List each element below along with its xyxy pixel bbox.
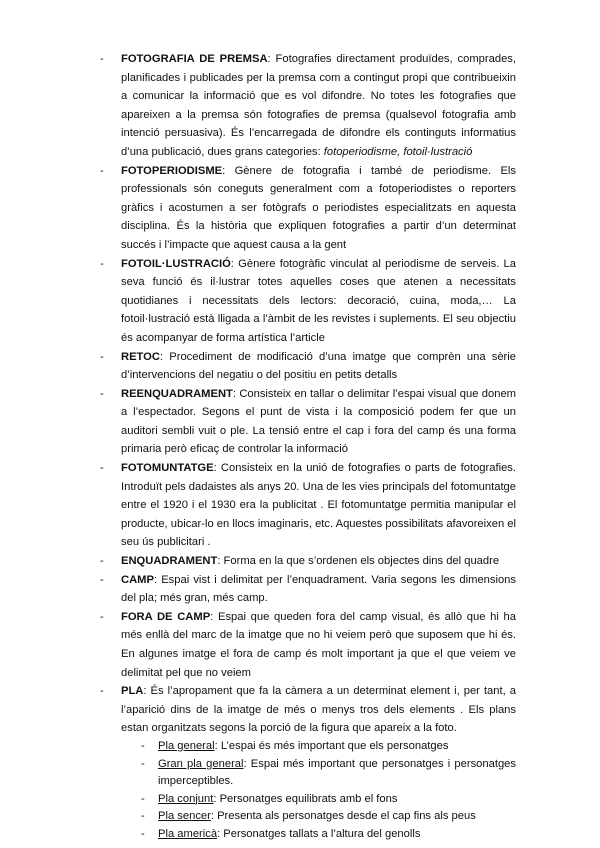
plan-type-item [121, 738, 516, 756]
entry-term: ENQUADRAMENT [121, 555, 218, 568]
glossary-entry-fotografia-de-premsa [96, 50, 516, 162]
glossary-entry-reenquadrament [96, 385, 516, 459]
entry-definition-italic: fotoperiodisme, fotoil·lustració [323, 145, 473, 158]
plan-types-list [121, 738, 516, 844]
glossary-entry-enquadrament [96, 552, 516, 571]
glossary-entry-fotoil-lustracio [96, 255, 516, 348]
glossary-entry-retoc [96, 348, 516, 385]
entry-term: FOTOIL·LUSTRACIÓ [121, 257, 231, 270]
plan-type-name: Pla conjunt [158, 792, 214, 805]
plan-type-description: : Espai més important que personatges i personatges imperceptibles. [158, 757, 516, 788]
plan-type-item [121, 808, 516, 826]
entry-definition: : Consisteix en tallar o delimitar l’espai visual que donem a l’espectador. Segons el punt de vista i la composició podem fer que un auditori sembli vuit o ple. La tensió entre el cap i fora del camp és una forma primaria però eficaç de controlar la informació [121, 387, 516, 456]
glossary-entry-fora-de-camp [96, 608, 516, 682]
entry-term: FORA DE CAMP [121, 610, 211, 623]
plan-type-item [121, 826, 516, 844]
entry-term: REENQUADRAMENT [121, 387, 233, 400]
plan-type-description: : Personatges tallats a l’altura del genolls [217, 827, 421, 840]
entry-term: PLA [121, 685, 144, 698]
plan-type-name: Pla americà [158, 827, 218, 840]
entry-definition: : Espai vist i delimitat per l’enquadrament. Varia segons les dimensions del pla; més gran, més camp. [121, 573, 516, 605]
plan-type-description: : Personatges equilibrats amb el fons [213, 792, 398, 805]
glossary-entry-fotomuntatge [96, 459, 516, 552]
plan-type-item [121, 756, 516, 791]
entry-term: FOTOGRAFIA DE PREMSA [121, 53, 268, 65]
glossary-entry-pla [96, 682, 516, 843]
entry-definition: : Procediment de modificació d’una imatge que comprèn una sèrie d’intervencions del negatiu o del positiu en petits detalls [121, 350, 516, 382]
plan-type-description: : Presenta als personatges desde el cap fins als peus [210, 810, 476, 823]
plan-type-name: Gran pla general [158, 757, 244, 770]
glossary-entry-fotoperiodisme [96, 162, 516, 255]
entry-definition: : Forma en la que s’ordenen els objectes dins del quadre [217, 555, 500, 568]
entry-definition: : És l’apropament que fa la càmera a un determinat element i, per tant, a l’aparició dins de la imatge de més o menys tros dels elements . Els plans estan organitzats segons la porció de la figura que apareix a la foto. [121, 685, 516, 735]
plan-type-name: Pla sencer [158, 810, 211, 823]
entry-term: CAMP [121, 573, 154, 586]
entry-definition: : Gènere fotogràfic vinculat al periodisme de serveis. La seva funció és il·lustrar totes aquelles coses que atenen a necessitats quotidianes i necessitats dels lectors: decoració, cuina, moda,… La fotoil·lustració està lligada a l’àmbit de les revistes i suplements. El seu objectiu és acompanyar de forma artística l’article [121, 257, 516, 344]
entry-term: FOTOMUNTATGE [121, 462, 214, 475]
plan-type-name: Pla general [158, 739, 215, 752]
entry-definition: : Gènere de fotografia i també de periodisme. Els professionals són coneguts generalment com a fotoperiodistes o reporters gràfics i acostumen a ser fotògrafs o periodistes especialitzats en aquesta disciplina. És la història que expliquen fotografies a partir d’un determinat succés i l’impacte que aquest causa a la gent [121, 164, 516, 251]
entry-term: RETOC [121, 350, 160, 363]
entry-definition: : Fotografies directament produïdes, comprades, planificades i publicades per la premsa com a contingut propi que contribueixin a comunicar la informació que es vol difondre. No totes les fotografies que apareixen a la premsa són fotografies de premsa (qualsevol fotografia amb intenció persuasiva). És l’encarregada de difondre els continguts informatius d’una publicació, dues grans categories: [121, 53, 516, 158]
plan-type-description: : L’espai és més important que els personatges [214, 739, 449, 752]
entry-term: FOTOPERIODISME [121, 164, 223, 177]
plan-type-item [121, 791, 516, 809]
entry-definition: : Consisteix en la unió de fotografies o parts de fotografies. Introduït pels dadaistes als anys 20. Una de les vies principals del fotomuntatge entre el 1920 i el 1930 era la publicitat . El fotomuntatge permitia manipular el producte, ubicar-lo en llocs imaginaris, etc. Aquestes possibilitats afavoreixen el seu ús publicitari . [121, 462, 516, 549]
entry-definition: : Espai que queden fora del camp visual, és allò que hi ha més enllà del marc de la imatge que no hi veiem però que suposem que hi és. En algunes imatge el fora de camp és molt important ja que el que veiem ve delimitat pel que no veiem [121, 610, 516, 679]
glossary-entry-camp [96, 571, 516, 608]
glossary-list [96, 50, 516, 844]
